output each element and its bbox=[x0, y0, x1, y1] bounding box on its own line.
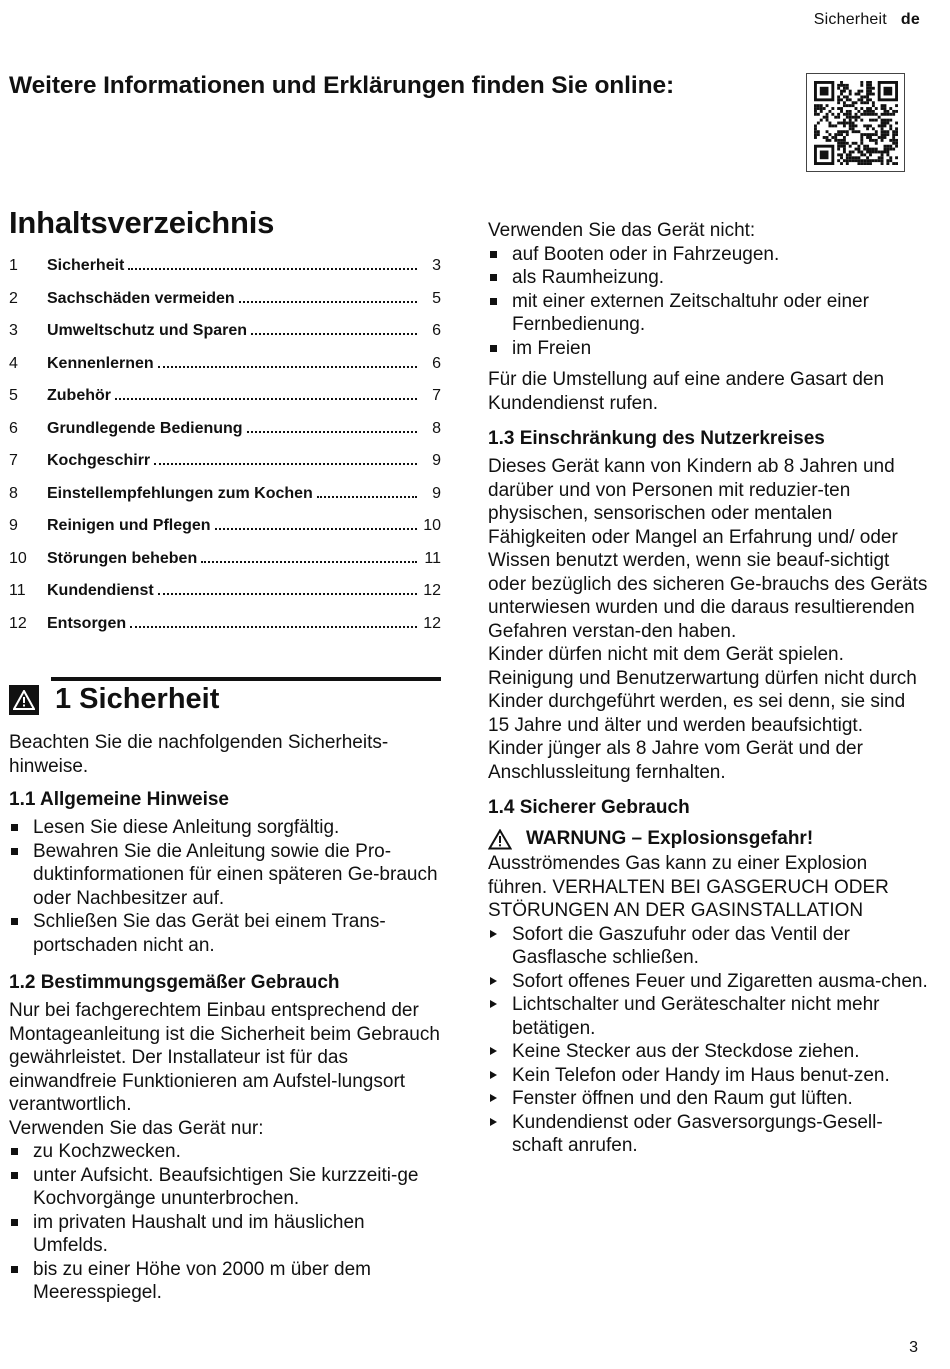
toc-page: 8 bbox=[432, 419, 441, 437]
subsection-title: 1.1 Allgemeine Hinweise bbox=[9, 789, 229, 810]
list-item: mit einer externen Zeitschaltuhr oder einer Fernbedienung. bbox=[488, 290, 928, 337]
toc-page: 7 bbox=[432, 387, 441, 404]
toc-leader bbox=[128, 268, 417, 270]
toc-page: 6 bbox=[432, 322, 441, 339]
list-item: im Freien bbox=[488, 337, 928, 361]
paragraph: Verwenden Sie das Gerät nicht: bbox=[488, 220, 756, 241]
toc-number: 4 bbox=[9, 354, 18, 372]
toc-number: 12 bbox=[9, 614, 27, 632]
header-language: de bbox=[900, 11, 920, 28]
toc-number: 1 bbox=[9, 257, 18, 274]
step-item: Kundendienst oder Gasversorgungs-Gesell-schaft anrufen. bbox=[488, 1111, 928, 1158]
toc-page: 12 bbox=[423, 582, 441, 599]
section-intro: Beachten Sie die nachfolgenden Sicherheits-hinweise. bbox=[9, 732, 389, 777]
right-column bbox=[488, 219, 928, 1158]
warning-triangle-icon bbox=[488, 829, 512, 850]
toc-leader bbox=[154, 463, 417, 465]
step-item: Fenster öffnen und den Raum gut lüften. bbox=[488, 1087, 928, 1111]
toc-item[interactable] bbox=[9, 257, 441, 290]
list-item: unter Aufsicht. Beaufsichtigen Sie kurzzeiti-ge Kochvorgänge ununterbrochen. bbox=[9, 1164, 441, 1211]
toc-label: Reinigen und Pflegen bbox=[47, 517, 211, 534]
toc-leader bbox=[158, 366, 417, 368]
qr-code[interactable] bbox=[806, 73, 905, 172]
list-item: Bewahren Sie die Anleitung sowie die Pro-duktinformationen für einen späteren Ge-brauch oder Nachbesitzer auf. bbox=[9, 840, 441, 911]
step-item: Kein Telefon oder Handy im Haus benut-zen. bbox=[488, 1064, 928, 1088]
toc-number: 10 bbox=[9, 549, 27, 567]
toc-page: 11 bbox=[424, 549, 441, 567]
toc-label: Umweltschutz und Sparen bbox=[47, 322, 248, 339]
paragraph: Kinder dürfen nicht mit dem Gerät spielen. bbox=[488, 644, 844, 665]
paragraph: Kinder jünger als 8 Jahre vom Gerät und der Anschlussleitung fernhalten. bbox=[488, 738, 863, 783]
bullet-list bbox=[488, 243, 928, 361]
toc-number: 2 bbox=[9, 289, 18, 307]
toc-page: 10 bbox=[423, 517, 441, 534]
toc-page: 5 bbox=[432, 289, 441, 307]
toc-leader bbox=[317, 496, 417, 498]
page-number: 3 bbox=[909, 1339, 918, 1356]
warning-text: Ausströmendes Gas kann zu einer Explosion führen. VERHALTEN BEI GASGERUCH ODER STÖRUNGEN AN DER GASINSTALLATION bbox=[488, 853, 889, 921]
toc-number: 3 bbox=[9, 322, 18, 339]
subsection-title: 1.3 Einschränkung des Nutzerkreises bbox=[488, 428, 825, 449]
toc-item[interactable] bbox=[9, 517, 441, 550]
toc-number: 9 bbox=[9, 517, 18, 534]
paragraph: Für die Umstellung auf eine andere Gasart den Kundendienst rufen. bbox=[488, 369, 885, 414]
section-heading bbox=[51, 677, 441, 721]
step-item: Lichtschalter und Geräteschalter nicht mehr betätigen. bbox=[488, 993, 928, 1040]
table-of-contents bbox=[9, 257, 441, 647]
toc-label: Entsorgen bbox=[47, 614, 127, 632]
toc-leader bbox=[115, 398, 417, 400]
toc-leader bbox=[158, 593, 417, 595]
toc-page: 3 bbox=[432, 257, 441, 274]
toc-page: 6 bbox=[432, 354, 441, 372]
toc-item[interactable] bbox=[9, 420, 441, 453]
toc-number: 11 bbox=[9, 582, 26, 599]
bullet-list bbox=[9, 1140, 441, 1305]
toc-page: 12 bbox=[423, 614, 441, 632]
toc-leader bbox=[130, 626, 417, 628]
toc-page: 9 bbox=[432, 484, 441, 502]
toc-number: 6 bbox=[9, 419, 18, 437]
toc-label: Störungen beheben bbox=[47, 549, 198, 567]
toc-label: Sicherheit bbox=[47, 257, 125, 274]
running-header bbox=[814, 11, 920, 29]
toc-item[interactable] bbox=[9, 452, 441, 485]
section-title: 1 Sicherheit bbox=[55, 683, 220, 715]
step-item: Sofort die Gaszufuhr oder das Ventil der Gasflasche schließen. bbox=[488, 923, 928, 970]
toc-item[interactable] bbox=[9, 485, 441, 518]
toc-number: 5 bbox=[9, 387, 18, 404]
toc-label: Grundlegende Bedienung bbox=[47, 419, 243, 437]
subsection-title: 1.4 Sicherer Gebrauch bbox=[488, 797, 690, 818]
list-item: bis zu einer Höhe von 2000 m über dem Meeresspiegel. bbox=[9, 1258, 441, 1305]
toc-title: Inhaltsverzeichnis bbox=[9, 205, 275, 240]
toc-page: 9 bbox=[432, 452, 441, 469]
warning-icon bbox=[9, 685, 39, 715]
paragraph: Reinigung und Benutzerwartung dürfen nicht durch Kinder durchgeführt werden, es sei denn, sie sind 15 Jahre und älter und werden beaufsichtigt. bbox=[488, 667, 917, 736]
toc-label: Zubehör bbox=[47, 387, 111, 404]
toc-item[interactable] bbox=[9, 355, 441, 388]
step-list bbox=[488, 923, 928, 1158]
toc-label: Einstellempfehlungen zum Kochen bbox=[47, 484, 313, 502]
toc-leader bbox=[215, 528, 417, 530]
toc-leader bbox=[251, 333, 417, 335]
list-item: zu Kochzwecken. bbox=[9, 1140, 441, 1164]
header-section: Sicherheit bbox=[813, 11, 887, 28]
toc-label: Sachschäden vermeiden bbox=[47, 289, 235, 307]
toc-leader bbox=[201, 561, 417, 563]
toc-item[interactable] bbox=[9, 290, 441, 323]
toc-leader bbox=[247, 431, 417, 433]
toc-item[interactable] bbox=[9, 582, 441, 615]
warning-heading bbox=[488, 828, 928, 850]
toc-leader bbox=[239, 301, 417, 303]
list-item: Lesen Sie diese Anleitung sorgfältig. bbox=[9, 816, 441, 840]
paragraph: Dieses Gerät kann von Kindern ab 8 Jahren und darüber und von Personen mit reduzier-ten physischen, sensorischen oder mentalen Fähigkeiten oder Mangel an Erfahrung und/ oder Wissen benutzt werden, wenn sie beauf-sichtigt oder bezüglich des sicheren Ge-brauchs des Geräts unterwiesen wurden und die daraus resultierenden Gefahren verstan-den haben. bbox=[488, 456, 928, 642]
list-item: im privaten Haushalt und im häuslichen Umfelds. bbox=[9, 1211, 441, 1258]
toc-number: 8 bbox=[9, 484, 18, 502]
list-item: als Raumheizung. bbox=[488, 266, 928, 290]
subsection-title: 1.2 Bestimmungsgemäßer Gebrauch bbox=[9, 972, 340, 993]
bullet-list bbox=[9, 816, 441, 957]
paragraph: Nur bei fachgerechtem Einbau entsprechend der Montageanleitung ist die Sicherheit beim Gebrauch gewährleistet. Der Installateur ist für das einwandfreie Funktionieren am Aufstel-lungsort verantwortlich. bbox=[9, 1000, 440, 1115]
toc-item[interactable] bbox=[9, 615, 441, 648]
toc-item[interactable] bbox=[9, 387, 441, 420]
step-item: Sofort offenes Feuer und Zigaretten ausma-chen. bbox=[488, 970, 928, 994]
list-item: Schließen Sie das Gerät bei einem Trans-portschaden nicht an. bbox=[9, 910, 441, 957]
paragraph: Verwenden Sie das Gerät nur: bbox=[9, 1117, 264, 1139]
toc-label: Kochgeschirr bbox=[47, 452, 151, 469]
toc-item[interactable] bbox=[9, 322, 441, 355]
online-info-title: Weitere Informationen und Erklärungen finden Sie online: bbox=[9, 72, 675, 99]
left-column bbox=[9, 205, 441, 1305]
step-item: Keine Stecker aus der Steckdose ziehen. bbox=[488, 1040, 928, 1064]
toc-item[interactable] bbox=[9, 550, 441, 583]
toc-label: Kundendienst bbox=[47, 582, 154, 599]
list-item: auf Booten oder in Fahrzeugen. bbox=[488, 243, 928, 267]
toc-label: Kennenlernen bbox=[47, 354, 154, 372]
toc-number: 7 bbox=[9, 452, 18, 469]
warning-title: WARNUNG – Explosionsgefahr! bbox=[526, 828, 814, 849]
qr-code-icon bbox=[814, 81, 898, 165]
